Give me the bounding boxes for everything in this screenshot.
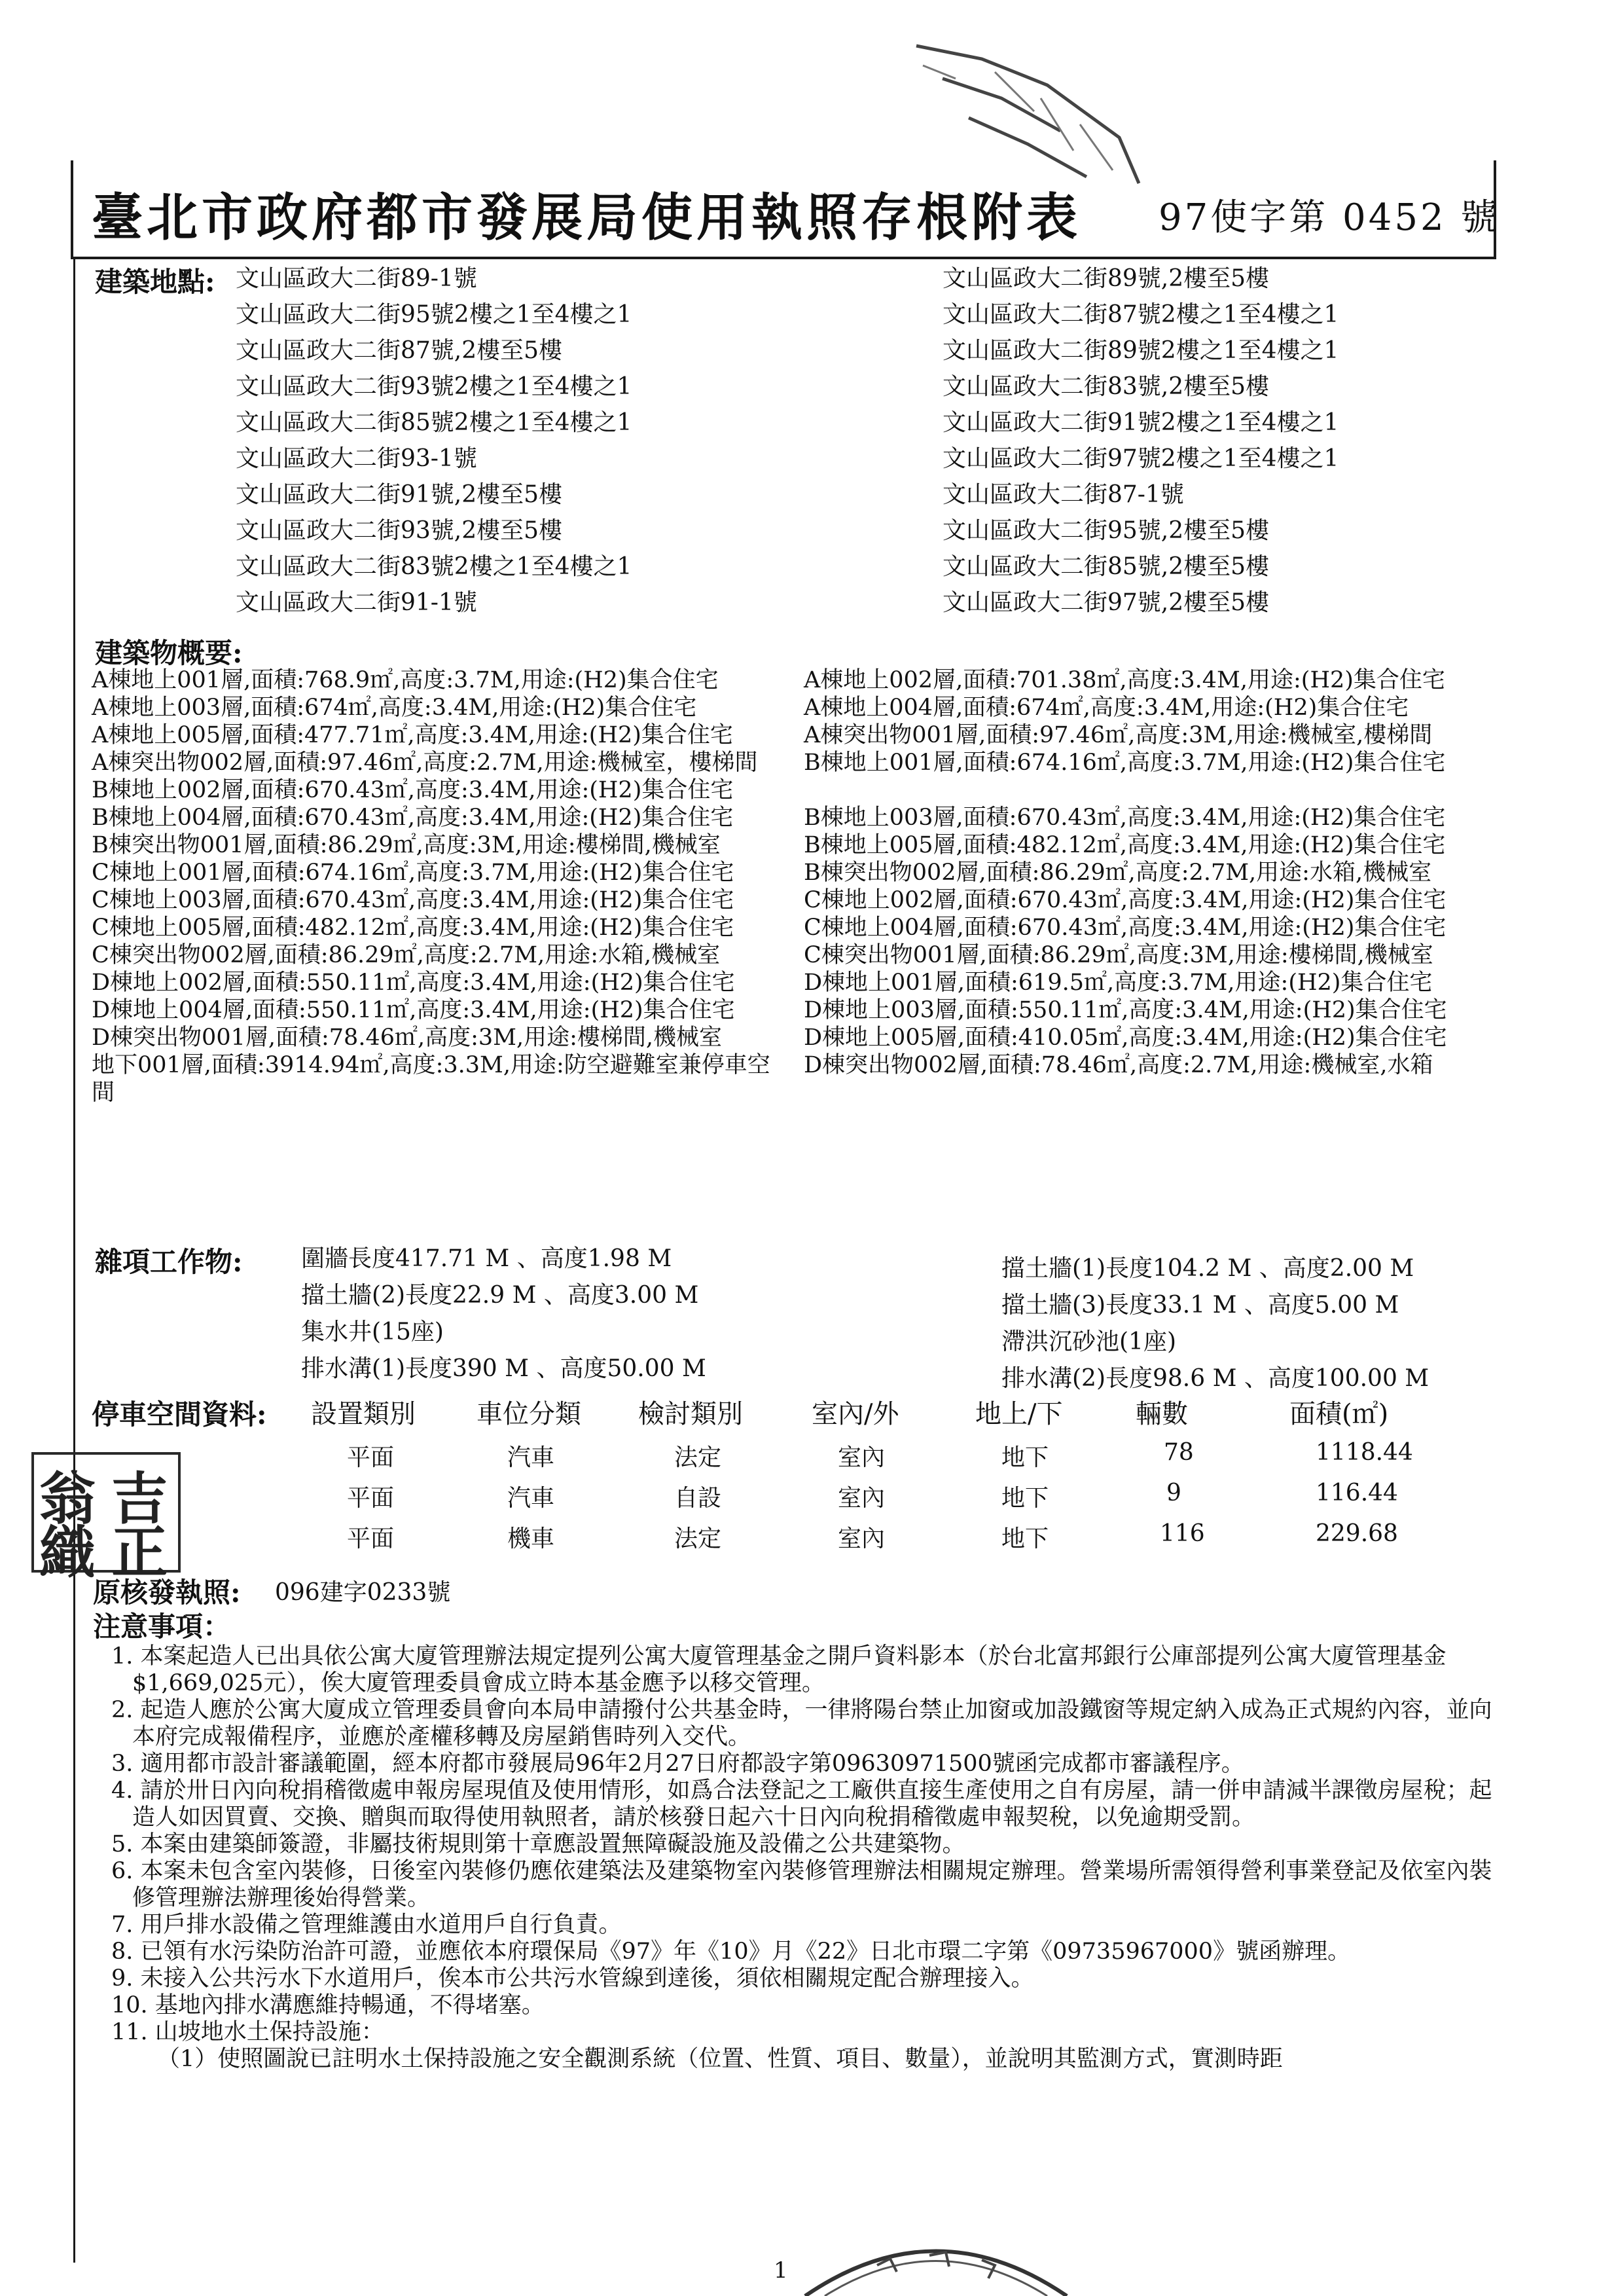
note-item: 10. 基地內排水溝應維持暢通，不得堵塞。	[111, 1992, 545, 2018]
notes-list	[111, 1643, 1499, 2073]
parking-cell: 法定	[674, 1525, 722, 1552]
note-item: 2. 起造人應於公寓大廈成立管理委員會向本局申請撥付公共基金時，一律將陽台禁止加窗或加設鐵窗等規定納入成為正式規約內容，並向本府完成報備程序，並應於產權移轉及房屋銷售時列入交代。	[111, 1697, 1492, 1750]
parking-cell: 室內	[838, 1444, 886, 1471]
parking-header-category: 設置類別	[311, 1399, 416, 1429]
overview-item: A棟地上001層,面積:768.9㎡,高度:3.7M,用途:(H2)集合住宅	[92, 667, 719, 693]
overview-item: B棟地上002層,面積:670.43㎡,高度:3.4M,用途:(H2)集合住宅	[92, 777, 734, 803]
overview-item: C棟地上002層,面積:670.43㎡,高度:3.4M,用途:(H2)集合住宅	[804, 887, 1447, 913]
original-permit-label: 原核發執照:	[93, 1576, 241, 1609]
overview-item: D棟突出物001層,面積:78.46㎡,高度:3M,用途:樓梯間,機械室	[92, 1025, 723, 1051]
parking-cell: 1118.44	[1316, 1439, 1413, 1466]
overview-item: D棟地上003層,面積:550.11㎡,高度:3.4M,用途:(H2)集合住宅	[804, 997, 1447, 1023]
site-address: 文山區政大二街91號,2樓至5樓	[236, 481, 563, 508]
official-seal-left	[31, 1452, 181, 1586]
parking-cell: 78	[1164, 1439, 1194, 1466]
note-item: 4. 請於卅日內向稅捐稽徵處申報房屋現值及使用情形，如爲合法登記之工廠供直接生產使用之自有房屋，請一併申請減半課徵房屋稅；起造人如因買賣、交換、贈與而取得使用執照者，請於核發日起六十日內向稅捐稽徵處申報契稅，以免逾期受罰。	[111, 1777, 1492, 1831]
site-address: 文山區政大二街95號,2樓至5樓	[943, 517, 1270, 544]
parking-header-vehicle: 車位分類	[476, 1399, 581, 1429]
notes-label: 注意事項：	[93, 1611, 231, 1643]
site-address: 文山區政大二街93-1號	[236, 445, 477, 472]
overview-item: D棟地上001層,面積:619.5㎡,高度:3.7M,用途:(H2)集合住宅	[804, 970, 1433, 996]
page-number: 1	[774, 2257, 788, 2284]
parking-header-count: 輛數	[1136, 1399, 1188, 1429]
note-item: 11. 山坡地水土保持設施：	[111, 2019, 384, 2045]
parking-header-level: 地上/下	[975, 1399, 1063, 1429]
site-address: 文山區政大二街93號,2樓至5樓	[236, 517, 563, 544]
overview-item: D棟地上002層,面積:550.11㎡,高度:3.4M,用途:(H2)集合住宅	[92, 970, 735, 996]
note-item: 7. 用戶排水設備之管理維護由水道用戶自行負責。	[111, 1912, 622, 1938]
misc-works-label: 雜項工作物:	[95, 1246, 243, 1278]
site-address-list-right	[943, 261, 1339, 621]
parking-label: 停車空間資料:	[92, 1398, 267, 1430]
overview-item: B棟地上001層,面積:674.16㎡,高度:3.7M,用途:(H2)集合住宅	[804, 750, 1446, 776]
site-address: 文山區政大二街97號,2樓至5樓	[943, 589, 1270, 616]
overview-item: B棟地上005層,面積:482.12㎡,高度:3.4M,用途:(H2)集合住宅	[804, 832, 1446, 858]
overview-item: D棟突出物002層,面積:78.46㎡,高度:2.7M,用途:機械室,水箱	[804, 1052, 1433, 1078]
site-address: 文山區政大二街93號2樓之1至4樓之1	[236, 373, 632, 400]
overview-item: A棟地上005層,面積:477.71㎡,高度:3.4M,用途:(H2)集合住宅	[92, 722, 733, 748]
site-address: 文山區政大二街85號,2樓至5樓	[943, 553, 1270, 580]
note-item: 3. 適用都市設計審議範圍，經本府都市發展局96年2月27日府都設字第09630971500號函完成都市審議程序。	[111, 1751, 1244, 1777]
site-address: 文山區政大二街97號2樓之1至4樓之1	[943, 445, 1339, 472]
misc-work-item: 圍牆長度417.71 M 、高度1.98 M	[301, 1245, 672, 1272]
seal-glyph: 正	[111, 1520, 168, 1586]
seal-glyph: 吉	[111, 1466, 168, 1532]
overview-list-right	[804, 666, 1498, 1079]
site-address: 文山區政大二街91號2樓之1至4樓之1	[943, 409, 1339, 436]
overview-item: A棟地上004層,面積:674㎡,高度:3.4M,用途:(H2)集合住宅	[804, 695, 1409, 721]
parking-header-review: 檢討類別	[638, 1399, 743, 1429]
misc-work-item: 集水井(15座)	[301, 1319, 444, 1345]
overview-item: D棟地上005層,面積:410.05㎡,高度:3.4M,用途:(H2)集合住宅	[804, 1025, 1447, 1051]
note-item: 6. 本案未包含室內裝修，日後室內裝修仍應依建築法及建築物室內裝修管理辦法相關規定辦理。營業場所需領得營利事業登記及依室內裝修管理辦法辦理後始得營業。	[111, 1858, 1492, 1911]
parking-cell: 地下	[1001, 1485, 1049, 1512]
header-bottom-rule	[71, 257, 1496, 259]
original-permit-value: 096建字0233號	[275, 1579, 451, 1606]
misc-work-item: 擋土牆(1)長度104.2 M 、高度2.00 M	[1001, 1255, 1414, 1282]
note-item: 5. 本案由建築師簽證，非屬技術規則第十章應設置無障礙設施及設備之公共建築物。	[111, 1831, 965, 1857]
document-title: 臺北市政府都市發展局使用執照存根附表	[92, 188, 1082, 247]
parking-cell: 室內	[838, 1525, 886, 1552]
overview-item: A棟突出物001層,面積:97.46㎡,高度:3M,用途:機械室,樓梯間	[804, 722, 1433, 748]
parking-cell: 平面	[347, 1485, 395, 1512]
parking-cell: 平面	[347, 1525, 395, 1552]
note-item: （1）使照圖說已註明水土保持設施之安全觀測系統（位置、性質、項目、數量），並說明其監測方式，實測時距	[157, 2046, 1283, 2072]
site-address: 文山區政大二街91-1號	[236, 589, 477, 616]
parking-header-area: 面積(㎡)	[1289, 1399, 1389, 1429]
site-address: 文山區政大二街89-1號	[236, 265, 477, 292]
official-stamp-top	[903, 39, 1152, 196]
parking-cell: 116	[1160, 1520, 1205, 1547]
overview-item: B棟突出物002層,面積:86.29㎡,高度:2.7M,用途:水箱,機械室	[804, 860, 1432, 886]
header-left-rule	[71, 160, 73, 259]
parking-cell: 機車	[507, 1525, 555, 1552]
site-address: 文山區政大二街87-1號	[943, 481, 1184, 508]
note-item: 1. 本案起造人已出具依公寓大廈管理辦法規定提列公寓大廈管理基金之開戶資料影本（於台北富邦銀行公庫部提列公寓大廈管理基金$1,669,025元），俟大廈管理委員會成立時本基金應予以移交管理。	[111, 1643, 1447, 1696]
parking-cell: 地下	[1001, 1444, 1049, 1471]
overview-item: C棟突出物001層,面積:86.29㎡,高度:3M,用途:樓梯間,機械室	[804, 942, 1433, 968]
overview-item: B棟突出物001層,面積:86.29㎡,高度:3M,用途:樓梯間,機械室	[92, 832, 721, 858]
parking-cell: 9	[1166, 1480, 1181, 1506]
note-item: 9. 未接入公共污水下水道用戶，俟本市公共污水管線到達後，須依相關規定配合辦理接入。	[111, 1965, 1034, 1992]
site-address: 文山區政大二街83號2樓之1至4樓之1	[236, 553, 632, 580]
parking-cell: 法定	[674, 1444, 722, 1471]
site-address: 文山區政大二街87號,2樓至5樓	[236, 337, 563, 364]
misc-works-list-left	[301, 1241, 706, 1387]
overview-item: B棟地上004層,面積:670.43㎡,高度:3.4M,用途:(H2)集合住宅	[92, 805, 734, 831]
overview-item: C棟地上005層,面積:482.12㎡,高度:3.4M,用途:(H2)集合住宅	[92, 915, 734, 941]
site-label: 建築地點:	[95, 266, 215, 298]
overview-item: A棟地上003層,面積:674㎡,高度:3.4M,用途:(H2)集合住宅	[92, 695, 697, 721]
misc-work-item: 排水溝(1)長度390 M 、高度50.00 M	[301, 1355, 706, 1382]
overview-item: 地下001層,面積:3914.94㎡,高度:3.3M,用途:防空避難室兼停車空間	[92, 1052, 770, 1106]
parking-cell: 室內	[838, 1485, 886, 1512]
overview-item: A棟突出物002層,面積:97.46㎡,高度:2.7M,用途:機械室，樓梯間	[92, 750, 758, 776]
parking-cell: 平面	[347, 1444, 395, 1471]
site-address: 文山區政大二街89號2樓之1至4樓之1	[943, 337, 1339, 364]
seal-glyph: 翁	[39, 1466, 96, 1532]
parking-cell: 自設	[674, 1485, 722, 1512]
parking-cell: 116.44	[1316, 1480, 1398, 1506]
seal-glyph: 織	[39, 1520, 96, 1586]
misc-work-item: 擋土牆(2)長度22.9 M 、高度3.00 M	[301, 1282, 699, 1309]
site-address-list-left	[236, 261, 632, 621]
site-address: 文山區政大二街89號,2樓至5樓	[943, 265, 1270, 292]
overview-label: 建築物概要:	[95, 637, 243, 669]
overview-item: C棟地上003層,面積:670.43㎡,高度:3.4M,用途:(H2)集合住宅	[92, 887, 734, 913]
parking-cell: 汽車	[507, 1444, 555, 1471]
misc-work-item: 排水溝(2)長度98.6 M 、高度100.00 M	[1001, 1365, 1429, 1392]
note-item: 8. 已領有水污染防治許可證，並應依本府環保局《97》年《10》月《22》日北市環二字第《09735967000》號函辦理。	[111, 1939, 1351, 1965]
parking-cell: 汽車	[507, 1485, 555, 1512]
misc-work-item: 滯洪沉砂池(1座)	[1001, 1328, 1176, 1355]
misc-works-list-right	[1001, 1250, 1429, 1397]
site-address: 文山區政大二街85號2樓之1至4樓之1	[236, 409, 632, 436]
site-address: 文山區政大二街87號2樓之1至4樓之1	[943, 301, 1339, 328]
overview-item: C棟地上001層,面積:674.16㎡,高度:3.7M,用途:(H2)集合住宅	[92, 860, 734, 886]
parking-cell: 地下	[1001, 1525, 1049, 1552]
overview-list-left	[92, 666, 779, 1106]
body-left-rule	[73, 259, 75, 2263]
misc-work-item: 擋土牆(3)長度33.1 M 、高度5.00 M	[1001, 1292, 1399, 1319]
overview-item: A棟地上002層,面積:701.38㎡,高度:3.4M,用途:(H2)集合住宅	[804, 667, 1445, 693]
parking-header-indoor: 室內/外	[812, 1399, 899, 1429]
parking-cell: 229.68	[1316, 1520, 1398, 1547]
official-stamp-bottom	[799, 2219, 1073, 2296]
overview-item: B棟地上003層,面積:670.43㎡,高度:3.4M,用途:(H2)集合住宅	[804, 805, 1446, 831]
overview-item: D棟地上004層,面積:550.11㎡,高度:3.4M,用途:(H2)集合住宅	[92, 997, 735, 1023]
document-number: 97使字第 0452 號	[1159, 196, 1500, 239]
overview-item: C棟突出物002層,面積:86.29㎡,高度:2.7M,用途:水箱,機械室	[92, 942, 721, 968]
site-address: 文山區政大二街83號,2樓至5樓	[943, 373, 1270, 400]
site-address: 文山區政大二街95號2樓之1至4樓之1	[236, 301, 632, 328]
overview-item: C棟地上004層,面積:670.43㎡,高度:3.4M,用途:(H2)集合住宅	[804, 915, 1447, 941]
